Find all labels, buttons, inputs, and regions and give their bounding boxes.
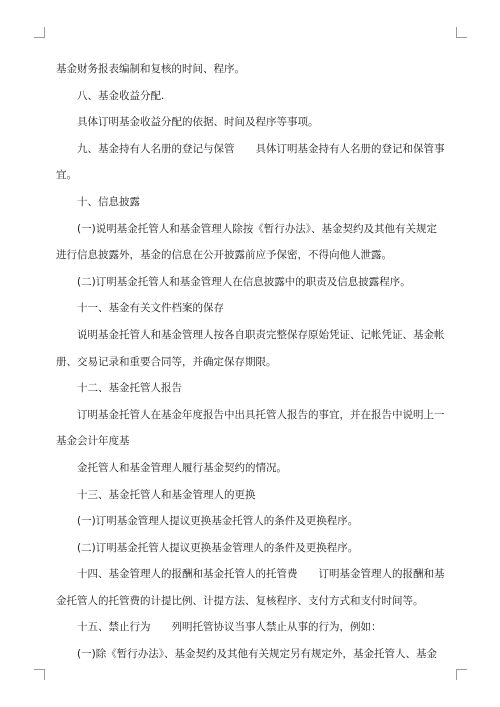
- body-line: 进行信息披露外，基金的信息在公开披露前应予保密，不得向他人泄露。: [56, 249, 392, 262]
- document-body: [56, 62, 456, 661]
- section-heading: 十二、基金托管人报告: [77, 382, 182, 395]
- crop-mark-bottom-left: [34, 669, 45, 680]
- body-line: 说明基金托管人和基金管理人按各自职责完整保存原始凭证、记帐凭证、基金帐: [77, 328, 445, 341]
- crop-mark-top-right: [456, 27, 467, 38]
- crop-mark-top-left: [34, 27, 45, 38]
- section-heading: 十一、基金有关文件档案的保存: [77, 302, 224, 315]
- body-line: 金托管人的托管费的计提比例、计提方法、复核程序、支付方式和支付时间等。: [56, 594, 424, 607]
- body-line: 宜。: [56, 169, 77, 182]
- body-line: (一)订明基金管理人提议更换基金托管人的条件及更换程序。: [77, 515, 359, 528]
- section-heading: 十、信息披露: [77, 195, 140, 208]
- crop-mark-bottom-right: [456, 669, 467, 680]
- body-line: (二)订明基金托管人提议更换基金管理人的条件及更换程序。: [77, 541, 359, 554]
- section-heading: 十三、基金托管人和基金管理人的更换: [77, 488, 256, 501]
- section-heading: 九、基金持有人名册的登记与保管 具体订明基金持有人名册的登记和保管事: [77, 142, 445, 155]
- section-heading: 八、基金收益分配.: [77, 89, 165, 102]
- body-line: 基金会计年度基: [56, 435, 130, 448]
- body-line: 基金财务报表编制和复核的时间、程序。: [56, 63, 245, 75]
- section-heading: 十五、禁止行为 列明托管协议当事人禁止从事的行为，例如：: [77, 621, 382, 634]
- body-line: (一)说明基金托管人和基金管理人除按《暂行办法》、基金契约及其他有关规定: [77, 222, 437, 235]
- body-line: (一)除《暂行办法》、基金契约及其他有关规定另有规定外，基金托管人、基金: [77, 648, 437, 661]
- body-line: 订明基金托管人在基金年度报告中出具托管人报告的事宜，并在报告中说明上一: [77, 408, 445, 421]
- body-line: (二)订明基金托管人和基金管理人在信息披露中的职责及信息披露程序。: [77, 275, 411, 288]
- section-heading: 十四、基金管理人的报酬和基金托管人的托管费 订明基金管理人的报酬和基: [77, 568, 445, 581]
- body-line: 金托管人和基金管理人履行基金契约的情况。: [77, 461, 287, 474]
- body-line: 册、交易记录和重要合同等，并确定保存期限。: [56, 355, 277, 368]
- body-line: 具体订明基金收益分配的依据、时间及程序等事项。: [77, 116, 319, 129]
